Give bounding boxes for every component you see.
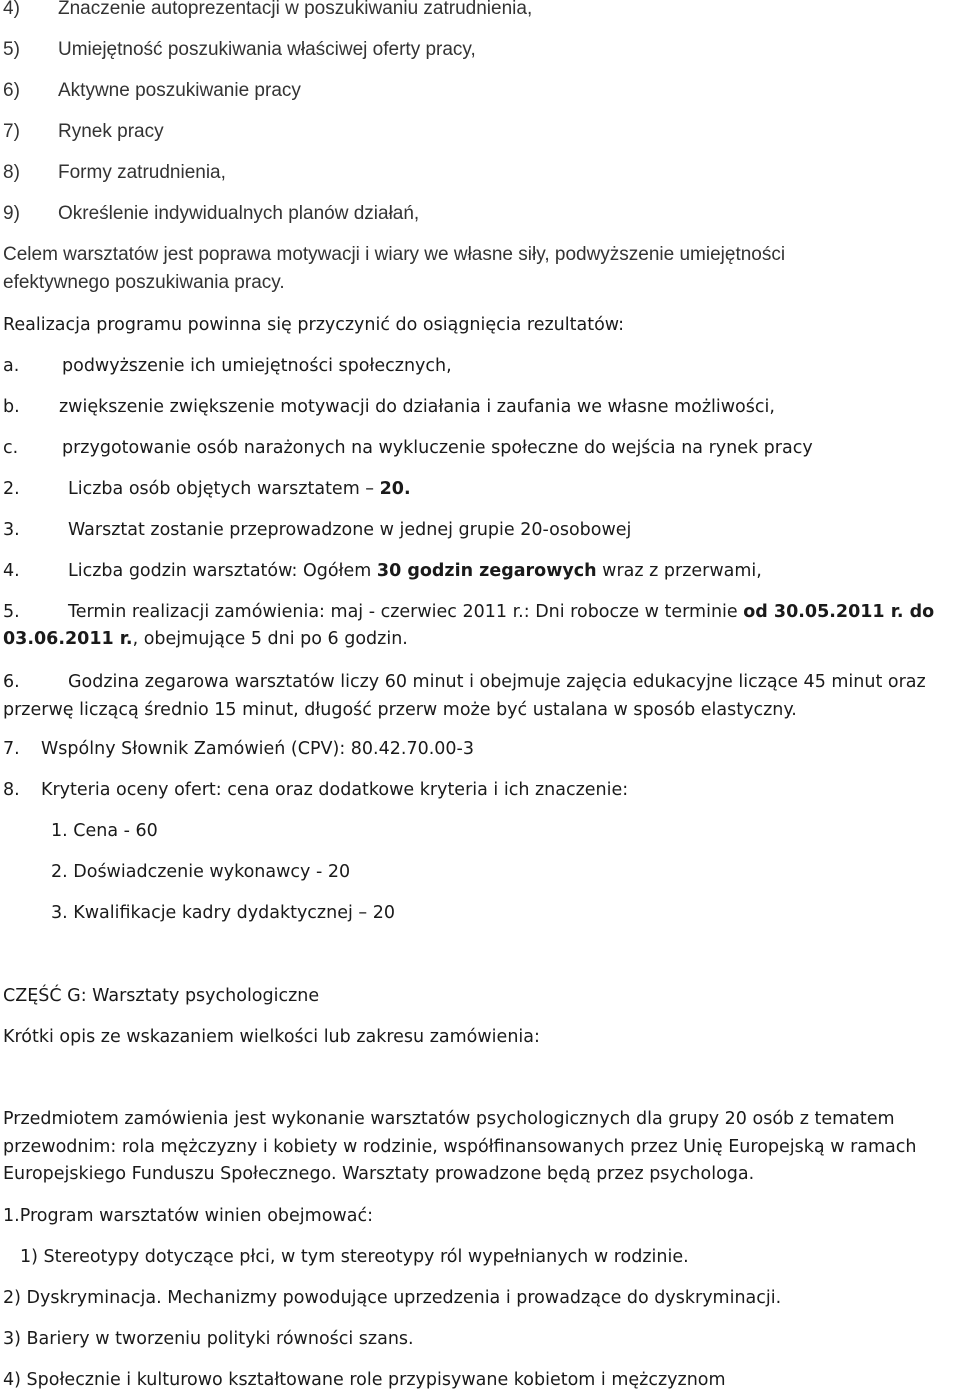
short-desc-label: Krótki opis ze wskazaniem wielkości lub zakresu zamówienia: [3,1027,540,1047]
section-title: CZĘŚĆ G: Warsztaty psychologiczne [3,986,320,1006]
list-item: 2. Liczba osób objętych warsztatem – 20. [3,479,411,499]
list-item: 4. Liczba godzin warsztatów: Ogółem 30 godzin zegarowych wraz z przerwami, [3,561,762,581]
list-item: 7) Rynek pracy [3,121,164,142]
goal-text: Celem warsztatów jest poprawa motywacji i wiary we własne siły, podwyższenie umiejętności [3,244,786,265]
goal-text: efektywnego poszukiwania pracy. [3,272,285,293]
program-item: 3) Bariery w tworzeniu polityki równości szans. [3,1329,414,1349]
list-item: c. przygotowanie osób narażonych na wykluczenie społeczne do wejścia na rynek pracy [3,438,813,458]
subject-text: Przedmiotem zamówienia jest wykonanie warsztatów psychologicznych dla grupy 20 osób z tematem [3,1109,895,1129]
list-item: a. podwyższenie ich umiejętności społecznych, [3,356,452,376]
program-item: 4) Społecznie i kulturowo kształtowane role przypisywane kobietom i mężczyznom [3,1370,726,1390]
list-item: 3. Warsztat zostanie przeprowadzone w jednej grupie 20-osobowej [3,520,632,540]
list-item: 6) Aktywne poszukiwanie pracy [3,80,301,101]
list-item: 8. Kryteria oceny ofert: cena oraz dodatkowe kryteria i ich znaczenie: [3,780,629,800]
list-item: 7. Wspólny Słownik Zamówień (CPV): 80.42.70.00-3 [3,739,474,759]
list-item: 6. Godzina zegarowa warsztatów liczy 60 minut i obejmuje zajęcia edukacyjne liczące 45 minut oraz [3,672,926,692]
results-intro: Realizacja programu powinna się przyczynić do osiągnięcia rezultatów: [3,315,625,335]
criterion-item: 3. Kwalifikacje kadry dydaktycznej – 20 [51,903,395,923]
subject-text: Europejskiego Funduszu Społecznego. Warsztaty prowadzone będą przez psychologa. [3,1164,755,1184]
list-item: b. zwiększenie zwiększenie motywacji do działania i zaufania we własne możliwości, [3,397,775,417]
program-item: 1) Stereotypy dotyczące płci, w tym stereotypy ról wypełnianych w rodzinie. [20,1247,689,1267]
list-item-continuation: 03.06.2011 r., obejmujące 5 dni po 6 godzin. [3,629,408,649]
list-item-continuation: przerwę liczącą średnio 15 minut, długość przerw może być ustalana w sposób elastyczny. [3,700,797,720]
list-item: 5. Termin realizacji zamówienia: maj - czerwiec 2011 r.: Dni robocze w terminie od 30.05.2011 r. do [3,602,935,622]
list-item: 9) Określenie indywidualnych planów działań, [3,203,420,224]
program-item: 2) Dyskryminacja. Mechanizmy powodujące uprzedzenia i prowadzące do dyskryminacji. [3,1288,782,1308]
program-label: 1.Program warsztatów winien obejmować: [3,1206,373,1226]
criterion-item: 1. Cena - 60 [51,821,158,841]
subject-text: przewodnim: rola mężczyzny i kobiety w rodzinie, współfinansowanych przez Unię Europejską w ramach [3,1137,917,1157]
list-item: 4) Znaczenie autoprezentacji w poszukiwaniu zatrudnienia, [3,0,533,19]
criterion-item: 2. Doświadczenie wykonawcy - 20 [51,862,351,882]
list-item: 5) Umiejętność poszukiwania właściwej oferty pracy, [3,39,476,60]
list-item: 8) Formy zatrudnienia, [3,162,226,183]
